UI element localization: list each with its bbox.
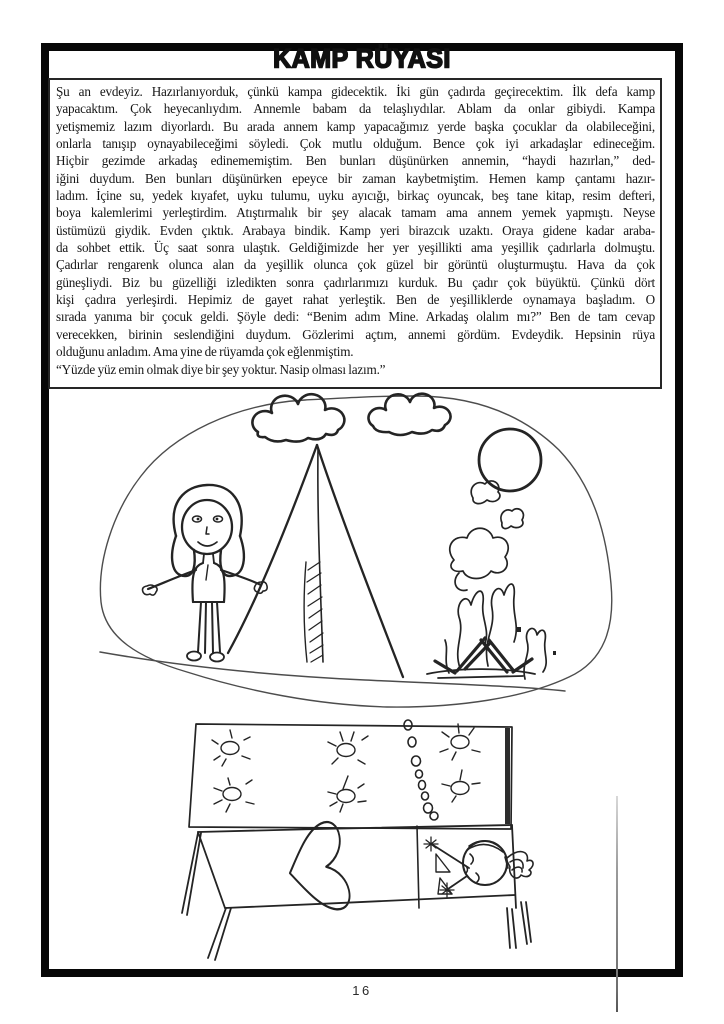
cloud-drawing-right	[368, 394, 450, 435]
page-title-wrap	[0, 45, 724, 73]
panel-edge-smudge	[505, 728, 510, 824]
story-line: olduğunu anladım. Ama yine de rüyamda çok eğlenmiştim.	[56, 344, 354, 360]
tent-drawing	[228, 445, 403, 677]
story-line: yapacaktım. Çok heyecanlıydım. Annemle babam da telaşlıydılar. Ablam da onlar gibiydi. Kampa	[56, 101, 655, 117]
story-line: boya kalemlerimi yerleştirdim. Atıştırmalık bir şey alacak tamam ama annem yemek yapmıştı. Neyse	[56, 205, 655, 221]
girl-drawing	[143, 485, 268, 662]
story-line: da sohbet ettik. Üç saat sonra ulaştık. Geldiğimizde her yer yeşillikti ama yeşillik çadırlarla dolmuştu.	[56, 240, 655, 256]
story-line: Çadırlar rengarenk olunca alan da yeşillik olunca çok güzel bir görüntü oluşturmuştu. Hava da çok	[56, 257, 655, 273]
story-line: Şu an evdeyiz. Hazırlanıyorduk, çünkü kampa gidecektik. İki gün çadırda geçirecektim. İlk defa kamp	[56, 84, 655, 99]
story-line: iğini duydum. Ben bunları düşünürken epeyce bir zaman kaybetmiştim. Hemen kamp çantamı hazır-	[56, 170, 655, 186]
cloud-drawing-left	[252, 394, 344, 441]
fire-logs	[435, 638, 532, 673]
story-text-box	[48, 78, 662, 389]
scan-artifact-line	[616, 796, 618, 1012]
story-line: kişi çadıra yerleşirdi. Hepimiz de gayet rahat yerleştik. Ben de yeşilliklerde oynamaya başladım. O	[56, 292, 655, 308]
fire-flames	[445, 584, 546, 679]
fire-spark	[553, 651, 556, 655]
story-line: Hiçbir gezimde arkadaş edinememiştim. Ben bunları düşünürken annemin, “haydi hazırlan,” ded-	[56, 153, 655, 169]
story-line: sırada yanıma bir çocuk geldi. Şöyle dedi: “Benim adım Mine. Arkadaş olalım mı?” Ben de tam cevap	[56, 309, 655, 325]
story-line: üstümüzü giydik. Evden çıktık. Arabaya bindik. Kamp yeri birazcık uzaktı. Oraya gidene kadar araba-	[56, 222, 655, 238]
page-number: 16	[352, 983, 372, 998]
blanket-divider-line	[417, 826, 419, 908]
camp-scene-illustration	[55, 390, 665, 715]
page-title: KAMP RÜYASI	[273, 44, 451, 74]
story-line: yetişmemiz lazım diyorlardı. Bu arada annem kamp yapacağımız yerde başka çocuklar da olabileceğini,	[56, 118, 655, 134]
campfire-drawing	[427, 481, 556, 679]
smoke-drawing	[450, 481, 524, 591]
bed-scene-svg	[170, 712, 570, 967]
headboard-panel	[189, 724, 512, 829]
bed-scene-illustration	[170, 712, 570, 967]
camp-scene-svg	[55, 390, 665, 715]
sleeping-girl-drawing	[424, 837, 533, 897]
story-line: ladım. İçine su, yedek kıyafet, uyku tulumu, uyku ayıcığı, birkaç oyuncak, beş tane kitap, resim defteri,	[56, 188, 655, 204]
story-line: onlarla tanışıp oynayabileceğimi söyledi. Çok mutlu olduğum. Bence çok iyi arkadaşlar edineceğim.	[56, 136, 655, 152]
dream-bubbles	[404, 720, 438, 820]
story-line: “Yüzde yüz emin olmak diye bir şey yoktur. Nasip olması lazım.”	[56, 361, 386, 377]
sun-doodles	[212, 724, 480, 812]
story-line: verecekken, birinin seslendiğini duydum. Gözlerimi açtım, annemi gördüm. Evdeydik. Hepsinin rüya	[56, 326, 655, 342]
fire-spark	[517, 627, 521, 632]
ponytail-scribble	[505, 852, 533, 878]
story-line: güneşliydi. Biz bu güzelliği izledikten sonra çadırlarımızı kurduk. Bu çadır çok büyüktü. Çünkü dört	[56, 274, 655, 290]
